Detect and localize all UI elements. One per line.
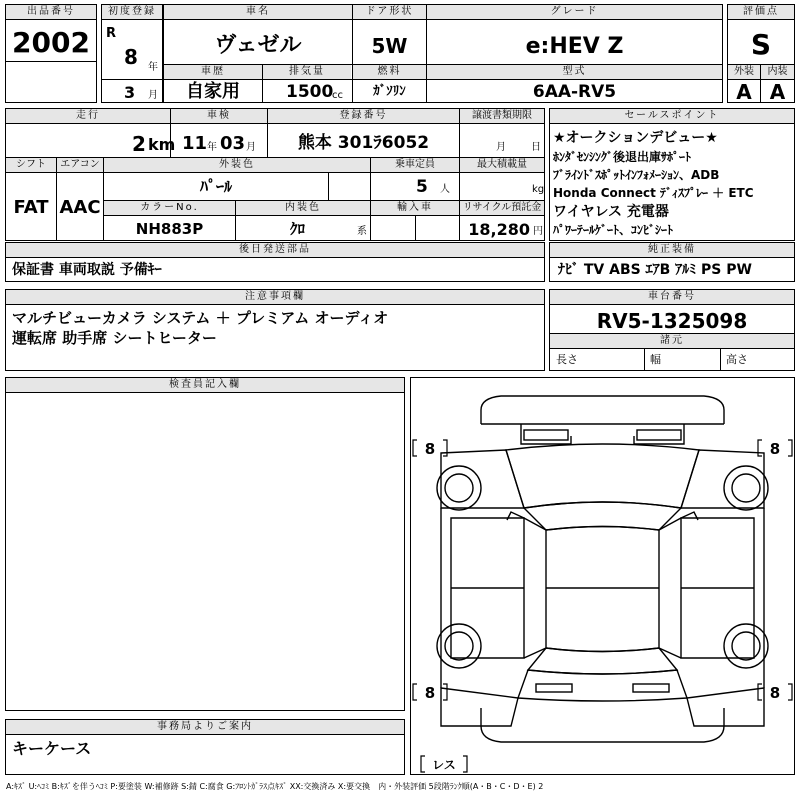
mileage-value: 2 bbox=[132, 132, 146, 156]
interior-color-unit: 系 bbox=[357, 226, 367, 237]
chassis-number: RV5-1325098 bbox=[596, 309, 748, 333]
history-label: 車歴 bbox=[164, 65, 262, 79]
fuel-label: 燃料 bbox=[353, 65, 426, 79]
notes-box bbox=[5, 289, 545, 371]
month-unit: 月 bbox=[148, 90, 158, 101]
transfer-deadline-label: 譲渡書類期限 bbox=[460, 109, 544, 123]
selling-point-1: ★オークションデビュー★ bbox=[553, 130, 718, 146]
max-load-label: 最大積載量 bbox=[460, 158, 544, 172]
displacement-label: 排気量 bbox=[263, 65, 351, 79]
specs-label: 諸元 bbox=[550, 334, 794, 348]
vehicle-details-box bbox=[5, 108, 545, 241]
capacity-unit: 人 bbox=[440, 184, 450, 195]
exterior-grade-label: 外装 bbox=[728, 65, 760, 79]
recycle-unit: 円 bbox=[533, 226, 543, 237]
inspector-box bbox=[5, 377, 405, 711]
color-number-label: カラーNo. bbox=[104, 201, 235, 215]
year-unit: 年 bbox=[148, 62, 158, 73]
exterior-color-label: 外装色 bbox=[104, 158, 370, 172]
car-name-label: 車名 bbox=[164, 5, 352, 19]
transfer-day-unit: 日 bbox=[531, 142, 541, 153]
tire-depth-front-left: 8 bbox=[424, 440, 436, 458]
car-diagram-box bbox=[410, 377, 795, 775]
capacity-label: 乗車定員 bbox=[371, 158, 459, 172]
shift-value: FAT bbox=[13, 197, 49, 218]
score-label: 評価点 bbox=[728, 5, 794, 19]
fuel: ｶﾞｿﾘﾝ bbox=[373, 84, 406, 99]
interior-grade-label: 内装 bbox=[761, 65, 794, 79]
selling-points-label: セールスポイント bbox=[550, 109, 794, 123]
height-label: 高さ bbox=[726, 353, 748, 366]
grade: e:HEV Z bbox=[525, 34, 624, 59]
office-box bbox=[5, 719, 405, 775]
spare-tire-status: レス bbox=[432, 758, 456, 772]
width-label: 幅 bbox=[650, 353, 661, 366]
door-label: ドア形状 bbox=[353, 5, 426, 19]
later-parts-value: 保証書 車両取説 予備ｷｰ bbox=[12, 262, 162, 278]
era-mark: R bbox=[106, 26, 117, 41]
capacity-value: 5 bbox=[416, 177, 428, 197]
registration-number: 熊本 301ﾗ6052 bbox=[297, 133, 430, 153]
model-label: 型式 bbox=[427, 65, 722, 79]
score-box bbox=[727, 4, 795, 103]
overall-score: S bbox=[750, 28, 772, 61]
mileage-unit: km bbox=[148, 135, 176, 154]
first-registration-box bbox=[101, 4, 163, 103]
mileage-label: 走行 bbox=[6, 109, 170, 123]
office-value: キーケース bbox=[12, 739, 92, 758]
equipment-box bbox=[549, 242, 795, 282]
import-label: 輸入車 bbox=[371, 201, 459, 215]
chassis-box bbox=[549, 289, 795, 371]
shift-label: シフト bbox=[6, 158, 56, 172]
grade-label: グレード bbox=[427, 5, 722, 19]
office-label: 事務局よりご案内 bbox=[6, 720, 404, 734]
max-load-unit: kg bbox=[532, 184, 545, 195]
selling-point-6: ﾊﾟﾜｰﾃｰﾙｹﾞｰﾄ、ｺﾝﾋﾞｼｰﾄ bbox=[553, 223, 674, 237]
exterior-color: ﾊﾟｰﾙ bbox=[199, 177, 232, 196]
notes-line-2: 運転席 助手席 シートヒーター bbox=[12, 329, 217, 347]
inspection-label: 車検 bbox=[171, 109, 267, 123]
lot-label: 出品番号 bbox=[6, 5, 96, 19]
interior-color: ｸﾛ bbox=[290, 220, 306, 238]
first-registration-month: 3 bbox=[124, 83, 136, 102]
door-type: 5W bbox=[371, 34, 408, 58]
equipment-value: ﾅﾋﾞ TV ABS ｴｱB ｱﾙﾐ PS PW bbox=[558, 262, 752, 278]
notes-label: 注意事項欄 bbox=[6, 290, 544, 304]
later-parts-box bbox=[5, 242, 545, 282]
transfer-month-unit: 月 bbox=[496, 142, 506, 153]
car-name: ヴェゼル bbox=[214, 33, 302, 58]
recycle-fee: 18,280 bbox=[468, 220, 530, 239]
selling-point-2: ﾎﾝﾀﾞｾﾝｼﾝｸﾞ後退出庫ｻﾎﾟｰﾄ bbox=[553, 150, 692, 164]
inspection-year: 11 bbox=[182, 133, 208, 154]
main-info-box bbox=[163, 4, 723, 103]
displacement-unit: cc bbox=[332, 90, 343, 101]
displacement: 1500 bbox=[286, 82, 334, 102]
selling-points-box bbox=[549, 108, 795, 241]
notes-line-1: マルチビューカメラ システム ＋ プレミアム オーディオ bbox=[12, 309, 389, 327]
interior-grade: A bbox=[769, 80, 786, 104]
later-parts-label: 後日発送部品 bbox=[6, 243, 544, 257]
ac-label: エアコン bbox=[57, 158, 103, 172]
selling-point-3: ﾌﾞﾗｲﾝﾄﾞｽﾎﾟｯﾄｲﾝﾌｫﾒｰｼｮﾝ、ADB bbox=[553, 168, 720, 182]
model-code: 6AA-RV5 bbox=[532, 82, 617, 102]
exterior-grade: A bbox=[736, 80, 752, 104]
selling-point-5: ワイヤレス 充電器 bbox=[553, 204, 669, 220]
first-registration-year: 8 bbox=[124, 45, 138, 69]
recycle-label: リサイクル預託金 bbox=[460, 201, 544, 215]
first-registration-label: 初度登録 bbox=[102, 5, 162, 19]
inspection-month-unit: 月 bbox=[246, 142, 256, 153]
selling-point-4: Honda Connect ﾃﾞｨｽﾌﾟﾚｰ ＋ ETC bbox=[553, 186, 754, 200]
damage-code-legend: A:ｷｽﾞ U:ﾍｺﾐ B:ｷｽﾞを伴うﾍｺﾐ P:要塗装 W:補修跡 S:錆 C:腐食 G:ﾌﾛﾝﾄｶﾞﾗｽ点ｷｽﾞ XX:交換済み X:要交換 内・外装評価 5段階ﾗﾝｸ順(A・B・C・D・E) 2 bbox=[6, 782, 544, 791]
tire-depth-rear-right: 8 bbox=[769, 684, 781, 702]
inspection-year-unit: 年 bbox=[207, 142, 217, 153]
lot-number: 2002 bbox=[12, 26, 90, 59]
registration-label: 登録番号 bbox=[268, 109, 459, 123]
interior-color-label: 内装色 bbox=[236, 201, 370, 215]
lot-box bbox=[5, 4, 97, 103]
tire-depth-front-right: 8 bbox=[769, 440, 781, 458]
inspector-label: 検査員記入欄 bbox=[6, 378, 404, 392]
color-number: NH883P bbox=[135, 220, 204, 238]
inspection-month: 03 bbox=[220, 133, 246, 154]
car-history: 自家用 bbox=[186, 81, 240, 102]
length-label: 長さ bbox=[556, 353, 578, 366]
tire-depth-rear-left: 8 bbox=[424, 684, 436, 702]
ac-value: AAC bbox=[59, 197, 101, 218]
equipment-label: 純正装備 bbox=[550, 243, 794, 257]
car-damage-diagram bbox=[411, 378, 794, 774]
chassis-label: 車台番号 bbox=[550, 290, 794, 304]
